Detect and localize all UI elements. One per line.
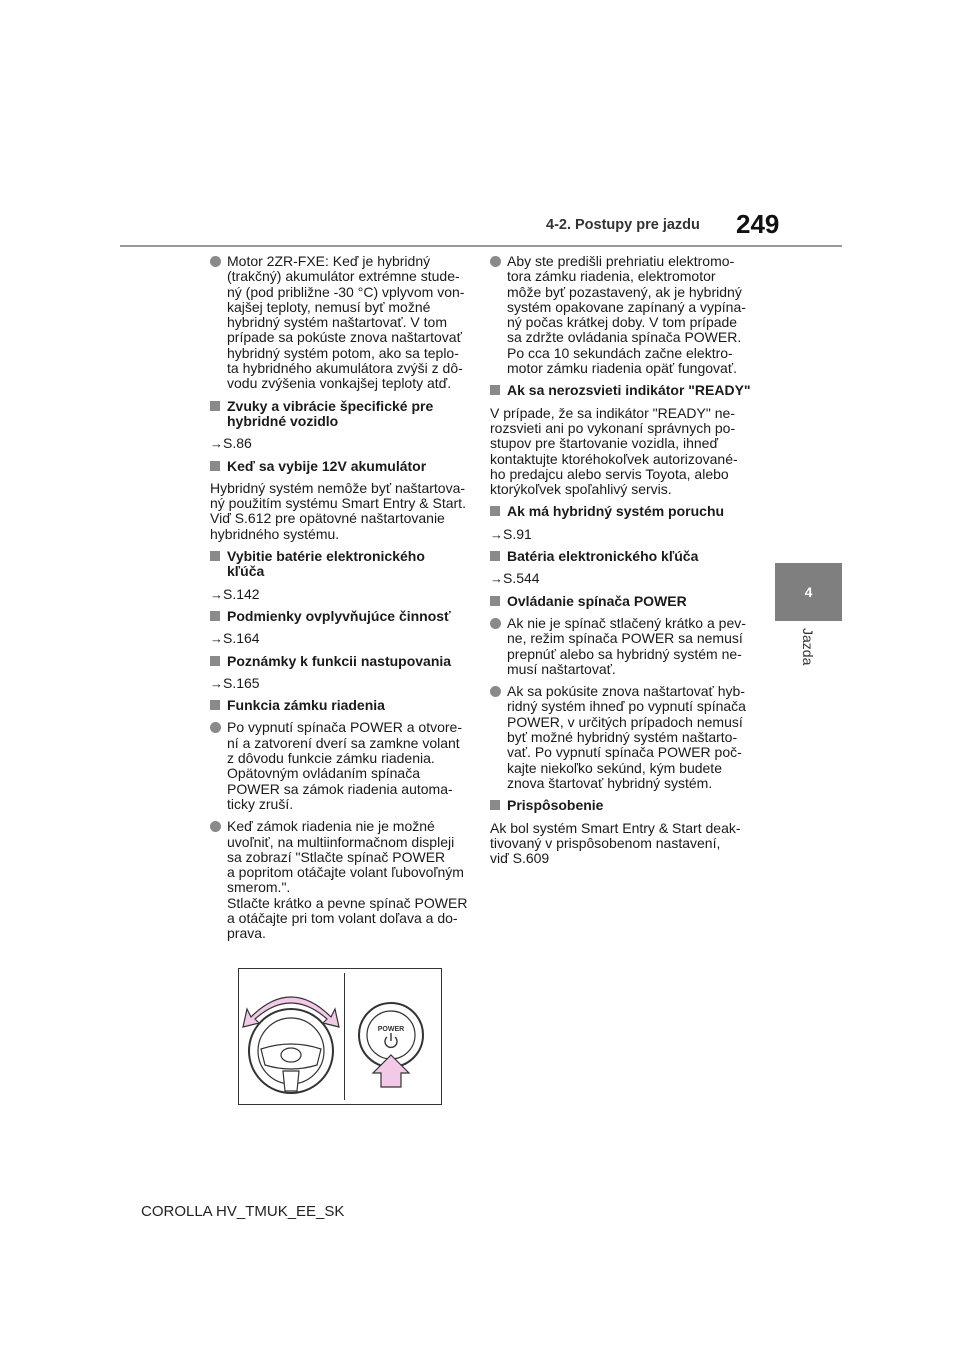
text-line: Po vypnutí spínača POWER a otvore-	[227, 719, 462, 736]
text-line: Ak bol systém Smart Entry & Start deak-	[490, 819, 741, 836]
heading-square-icon	[210, 656, 220, 666]
heading-square-icon	[490, 800, 500, 810]
text-line: ne, režim spínača POWER sa nemusí	[507, 630, 743, 647]
bullet-item	[210, 819, 470, 941]
steering-wheel-graphic	[249, 1009, 333, 1093]
page-reference	[210, 676, 470, 691]
steering-lock-illustration	[238, 968, 442, 1105]
text-line: musí naštartovať.	[507, 660, 616, 677]
text-line: viď S.609	[490, 850, 550, 867]
text-line: (trakčný) akumulátor extrémne stude-	[227, 268, 460, 285]
section-heading	[210, 609, 470, 624]
rotate-arrow-icon	[243, 997, 339, 1027]
section-heading	[490, 504, 756, 519]
text-line: motor zámku riadenia opäť fungovať.	[507, 360, 737, 377]
text-line: ný (pod približne -30 °C) vplyvom von-	[227, 283, 465, 300]
text-line: Podmienky ovplyvňujúce činnosť	[227, 607, 451, 624]
figure-divider	[344, 973, 345, 1100]
section-heading	[210, 698, 470, 713]
text-line: Ak sa pokúsite znova naštartovať hyb-	[507, 683, 745, 700]
section-heading	[210, 459, 470, 474]
header-divider	[120, 245, 842, 247]
bullet-dot-icon	[210, 722, 221, 733]
section-heading	[490, 383, 756, 398]
reference-text: S.142	[223, 585, 260, 602]
paragraph	[210, 481, 470, 542]
left-column	[210, 254, 470, 949]
section-heading	[210, 399, 470, 430]
text-line: POWER sa zámok riadenia automa-	[227, 780, 453, 797]
text-line: Ovládanie spínača POWER	[507, 592, 687, 609]
bullet-dot-icon	[490, 686, 501, 697]
arrow-icon: →	[210, 631, 223, 647]
arrow-icon: →	[210, 675, 223, 691]
heading-square-icon	[210, 401, 220, 411]
page-reference	[490, 571, 756, 586]
text-line: vodu zvýšenia vonkajšej teploty atď.	[227, 375, 452, 392]
text-line: Batéria elektronického kľúča	[507, 548, 699, 565]
text-line: Aby ste predišli prehriatiu elektromo-	[507, 253, 735, 269]
text-line: smerom.".	[227, 879, 291, 896]
text-line: Ak nie je spínač stlačený krátko a pev-	[507, 614, 746, 631]
heading-square-icon	[210, 551, 220, 561]
text-line: ktorýkoľvek spoľahlivý servis.	[490, 481, 672, 498]
text-line: Po cca 10 sekundách začne elektro-	[507, 344, 733, 361]
text-line: znova štartovať hybridný systém.	[507, 774, 713, 791]
reference-text: S.164	[223, 630, 260, 647]
text-line: sa zobrazí "Stlačte spínač POWER	[227, 848, 446, 865]
bullet-item	[490, 684, 756, 791]
section-title: 4-2. Postupy pre jazdu	[546, 217, 700, 233]
text-line: V prípade, že sa indikátor "READY" ne-	[490, 404, 735, 421]
text-line: Keď sa vybije 12V akumulátor	[227, 457, 427, 474]
heading-square-icon	[490, 551, 500, 561]
text-line: ta hybridného akumulátora zvýši z dô-	[227, 360, 463, 377]
arrow-icon: →	[210, 436, 223, 452]
heading-square-icon	[210, 461, 220, 471]
page-reference	[210, 436, 470, 451]
text-line: hybridné vozidlo	[227, 412, 339, 429]
text-line: hybridný systém potom, ako sa teplo-	[227, 344, 459, 361]
text-line: Keď zámok riadenia nie je možné	[227, 818, 435, 835]
text-line: ho predajcu alebo servis Toyota, alebo	[490, 465, 729, 482]
illustration-svg	[239, 969, 441, 1104]
chapter-label: Jazda	[800, 628, 816, 666]
text-line: systém opakovane zapínaný a vypína-	[507, 298, 746, 315]
text-line: byť možné hybridný systém naštarto-	[507, 729, 738, 746]
chapter-number: 4	[804, 584, 813, 600]
bullet-item	[210, 254, 470, 392]
right-column	[490, 254, 756, 873]
text-line: stupov pre štartovanie vozidla, ihneď	[490, 435, 719, 452]
text-line: tivovaný v prispôsobenom nastavení,	[490, 834, 721, 851]
reference-text: S.91	[503, 525, 532, 542]
text-line: ticky zruší.	[227, 795, 294, 812]
text-line: kľúča	[227, 563, 265, 580]
page-reference	[210, 631, 470, 646]
press-arrow-icon	[373, 1055, 409, 1087]
text-line: Funkcia zámku riadenia	[227, 697, 385, 714]
section-heading	[210, 549, 470, 580]
text-line: ný počas krátkej doby. V tom prípade	[507, 314, 738, 331]
heading-square-icon	[490, 506, 500, 516]
text-line: ní a zatvorení dverí sa zamkne volant	[227, 734, 460, 751]
text-line: POWER, v určitých prípadoch nemusí	[507, 713, 743, 730]
text-line: hybridný systém naštartovať. V tom	[227, 314, 448, 331]
text-line: rozsvieti ani po vykonaní správnych po-	[490, 419, 736, 436]
text-line: Vybitie batérie elektronického	[227, 548, 425, 565]
text-line: prava.	[227, 925, 266, 942]
text-line: kajšej teploty, nemusí byť možné	[227, 298, 431, 315]
bullet-item	[490, 254, 756, 376]
section-heading	[490, 798, 756, 813]
text-line: Opätovným ovládaním spínača	[227, 765, 420, 782]
page-reference	[490, 527, 756, 542]
heading-square-icon	[210, 611, 220, 621]
text-line: vať. Po vypnutí spínača POWER poč-	[507, 744, 742, 761]
section-heading	[210, 654, 470, 669]
text-line: Hybridný systém nemôže byť naštartova-	[210, 479, 466, 496]
text-line: a popritom otáčajte volant ľubovoľným	[227, 864, 464, 881]
text-line: prepnúť alebo sa hybridný systém ne-	[507, 645, 742, 662]
text-line: kajte niekoľko sekúnd, kým budete	[507, 759, 722, 776]
page-reference	[210, 587, 470, 602]
bullet-dot-icon	[490, 256, 501, 267]
arrow-icon: →	[490, 571, 503, 587]
text-line: Ak má hybridný systém poruchu	[507, 503, 725, 520]
text-line: Zvuky a vibrácie špecifické pre	[227, 397, 434, 414]
bullet-dot-icon	[490, 618, 501, 629]
text-line: tora zámku riadenia, elektromotor	[507, 268, 716, 285]
page-number: 249	[736, 209, 780, 239]
text-line: Stlačte krátko a pevne spínač POWER	[227, 894, 468, 911]
text-line: Viď S.612 pre opätovné naštartovanie	[210, 510, 445, 527]
section-heading	[490, 594, 756, 609]
reference-text: S.544	[503, 570, 540, 587]
text-line: Poznámky k funkcii nastupovania	[227, 652, 452, 669]
text-line: uvoľniť, na multiinformačnom displeji	[227, 833, 455, 850]
text-line: a otáčajte pri tom volant doľava a do-	[227, 909, 458, 926]
chapter-tab	[775, 563, 842, 621]
arrow-icon: →	[490, 526, 503, 542]
chapter-label-wrapper	[800, 628, 818, 688]
bullet-dot-icon	[210, 821, 221, 832]
text-line: Prispôsobenie	[507, 797, 604, 814]
section-heading	[490, 549, 756, 564]
text-line: sa zdržte ovládania spínača POWER.	[507, 329, 742, 346]
bullet-item	[210, 720, 470, 812]
footer-model: COROLLA HV_TMUK_EE_SK	[141, 1203, 345, 1220]
heading-square-icon	[490, 385, 500, 395]
text-line: Motor 2ZR-FXE: Keď je hybridný	[227, 253, 431, 269]
text-line: ridný systém ihneď po vypnutí spínača	[507, 698, 746, 715]
arrow-icon: →	[210, 586, 223, 602]
bullet-dot-icon	[210, 256, 221, 267]
reference-text: S.165	[223, 674, 260, 691]
bullet-item	[490, 616, 756, 677]
heading-square-icon	[490, 596, 500, 606]
text-line: môže byť pozastavený, ak je hybridný	[507, 283, 742, 300]
text-line: prípade sa pokúste znova naštartovať	[227, 329, 462, 346]
text-line: z dôvodu funkcie zámku riadenia.	[227, 750, 435, 767]
text-line: kontaktujte ktoréhokoľvek autorizované-	[490, 450, 738, 467]
text-line: ný použitím systému Smart Entry & Start.	[210, 495, 466, 512]
reference-text: S.86	[223, 435, 252, 452]
power-button-label: POWER	[377, 1026, 405, 1033]
paragraph	[490, 821, 756, 867]
heading-square-icon	[210, 700, 220, 710]
text-line: Ak sa nerozsvieti indikátor "READY"	[507, 382, 751, 399]
paragraph	[490, 406, 756, 498]
text-line: hybridného systému.	[210, 525, 340, 542]
